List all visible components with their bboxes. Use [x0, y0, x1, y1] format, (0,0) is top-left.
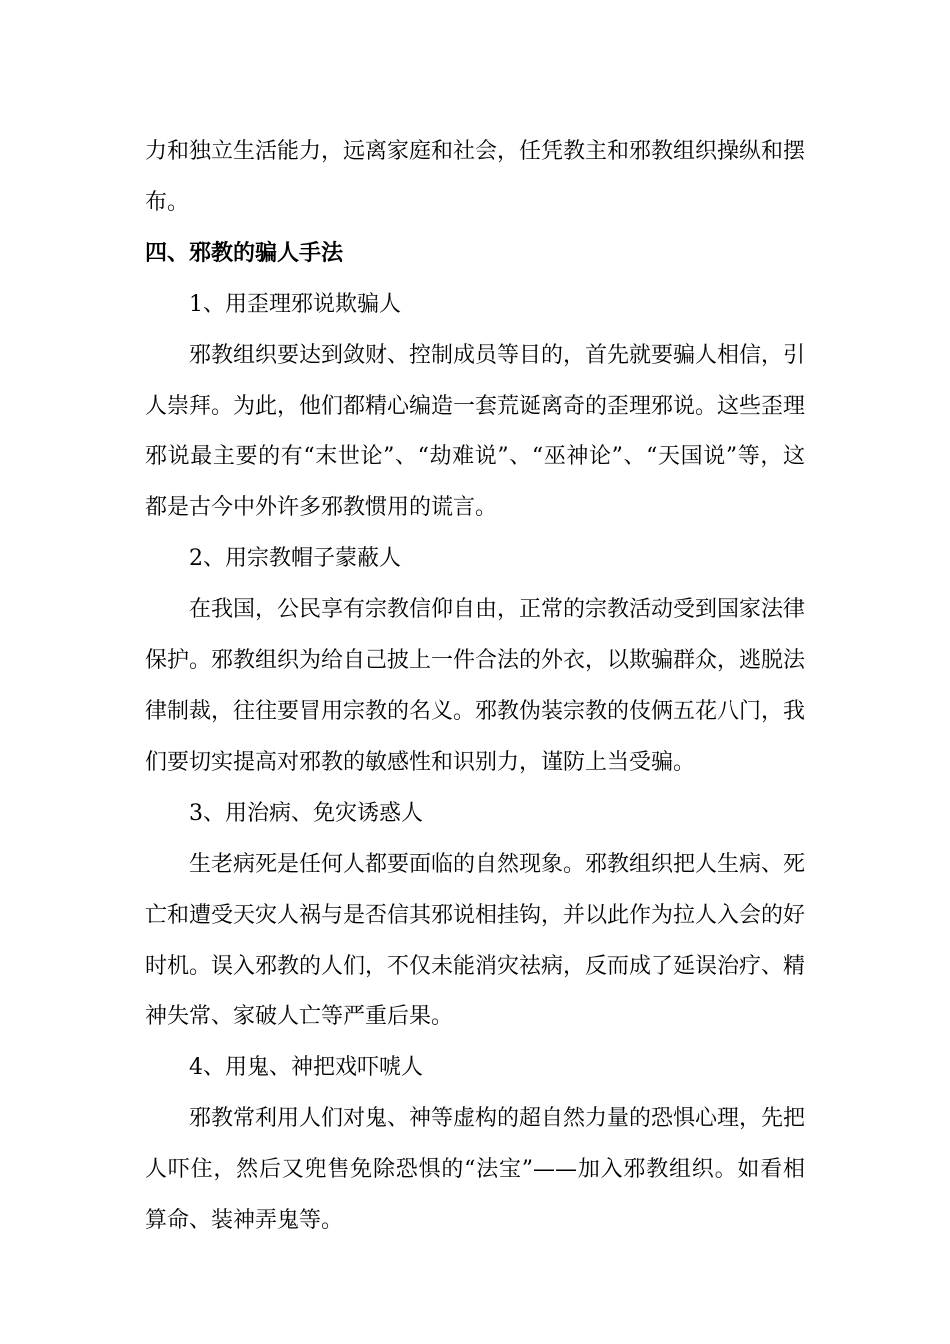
continuation-paragraph: 力和独立生活能力，远离家庭和社会，任凭教主和邪教组织操纵和摆布。: [145, 139, 806, 215]
subsection-body-2: 在我国，公民享有宗教信仰自由，正常的宗教活动受到国家法律保护。邪教组织为给自己披上一件合法的外衣，以欺骗群众，逃脱法律制裁，往往要冒用宗教的名义。邪教伪装宗教的伎俩五花八门，我们要切实提高对邪教的敏感性和识别力，谨防上当受骗。: [145, 597, 806, 775]
section-heading: 四、邪教的骗人手法: [145, 240, 344, 266]
subsection-title-3: 3、用治病、免灾诱惑人: [189, 800, 423, 826]
subsection-title-4: 4、用鬼、神把戏吓唬人: [189, 1055, 423, 1081]
subsection-title-1: 1、用歪理邪说欺骗人: [189, 291, 401, 317]
subsection-body-1: 邪教组织要达到敛财、控制成员等目的，首先就要骗人相信，引人崇拜。为此，他们都精心编造一套荒诞离奇的歪理邪说。这些歪理邪说最主要的有“末世论”、“劫难说”、“巫神论”、“天国说”等，这都是古今中外许多邪教惯用的谎言。: [145, 342, 806, 521]
subsection-body-4: 邪教常利用人们对鬼、神等虚构的超自然力量的恐惧心理，先把人吓住，然后又兜售免除恐惧的“法宝”——加入邪教组织。如看相算命、装神弄鬼等。: [145, 1106, 806, 1234]
subsection-body-3: 生老病死是任何人都要面临的自然现象。邪教组织把人生病、死亡和遭受天灾人祸与是否信其邪说相挂钩，并以此作为拉人入会的好时机。误入邪教的人们，不仅未能消灾祛病，反而成了延误治疗、精神失常、家破人亡等严重后果。: [145, 851, 806, 1030]
subsection-title-2: 2、用宗教帽子蒙蔽人: [189, 546, 401, 572]
document-body: [145, 127, 805, 1247]
